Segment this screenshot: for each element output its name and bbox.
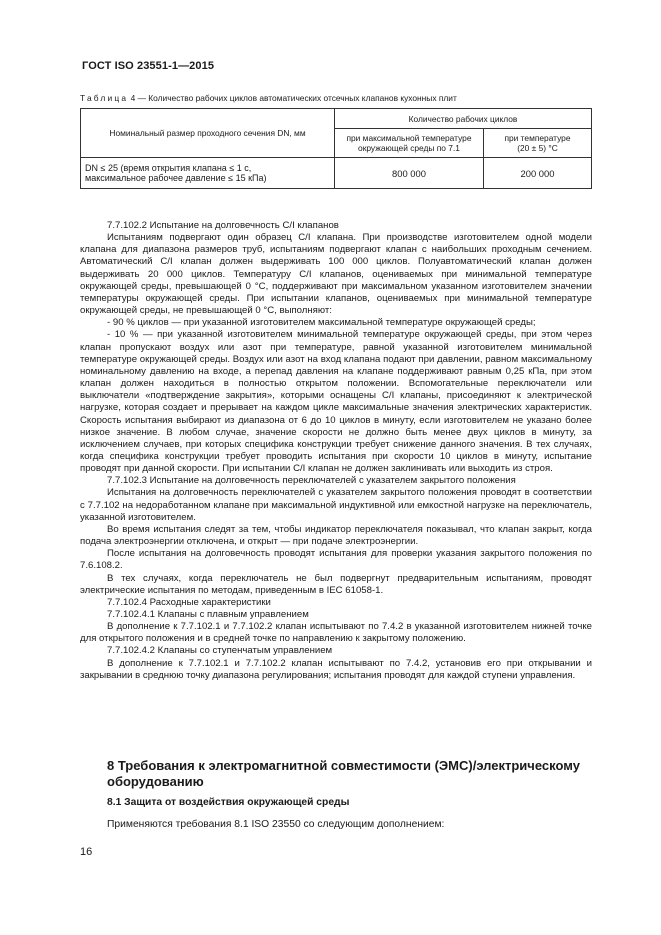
paragraph: В дополнение к 7.7.102.1 и 7.7.102.2 клапан испытывают по 7.4.2 в указанной изготовителем нижней точке для открытого положения и в средней точке по направлению к закрытому положению.: [80, 621, 592, 645]
header-max-temp: [335, 129, 484, 158]
page-number: 16: [80, 846, 93, 858]
list-item: - 10 % — при указанной изготовителем минимальной температуре окружающей среды, при этом через клапан пропускают воздух или азот при температуре, равной указанной изготовителем минимальной температуре окружающей среды. Воздух или азот на вход клапана подают при давлении, равном максимальному номинальному давлению на входе, а перепад давления на клапане поддерживают равным 0,25 кПа, при этом клапан должен находиться в полностью открытом положении. Вспомогательные переключатели или выключатели «подтверждение закрытия», которыми оснащены С/I клапаны, присоединяют к электрической нагрузке, которая создает и прерывает на каждом цикле максимальные значения электрических характеристик. Скорость испытания выбирают из диапазона от 6 до 10 циклов в минуту, если изготовителем не указано более низкое значение. В любом случае, значение скорости не должно быть менее двух циклов в минуту, за исключением случаев, при которых спецификa конструкции требует снижение данного значения. В тех случаях, когда специфика конструкции требует проводить испытания при скорости 10 циклов в минуту, испытание проводят при данной скорости. При испытании С/I клапан не должен заклинивать или выходить из строя.: [80, 329, 592, 475]
section-8-title: 8 Требования к электромагнитной совместимости (ЭМС)/электрическому оборудованию: [107, 758, 580, 789]
paragraph: После испытания на долговечность проводят испытания для проверки указания закрытого положения по 7.6.108.2.: [80, 548, 592, 572]
paragraph: 7.7.102.4 Расходные характеристики: [107, 596, 271, 608]
row-value-20-temp: 200 000: [484, 158, 592, 189]
header-nominal-size: Номинальный размер проходного сечения DN, мм: [81, 109, 335, 158]
section-8-1-text: Применяются требования 8.1 ISO 23550 со следующим дополнением:: [107, 819, 445, 830]
row-condition-line2: максимальное рабочее давление ≤ 15 кПа): [85, 173, 267, 183]
row-value-max-temp: 800 000: [335, 158, 484, 189]
standard-header: ГОСТ ISO 23551-1—2015: [82, 60, 215, 72]
paragraph: Испытаниям подвергают один образец С/I клапана. При производстве изготовителем одной модели клапана для диапазона размеров труб, испытаниям подвергают клапан с наибольших проходным сечением. Автоматический С/I клапан должен выдерживать 100 000 циклов. Полуавтоматический клапан должен выдерживать 20 000 циклов. Температуру С/I клапанов, оцениваемых при минимальной температуре окружающей среды, превышающей 0 °С, поддерживают при максимальном указанном изготовителем значении температуры окружающей среды. При испытании клапанов, оцениваемых при минимальной температуре окружающей среды, не превышающей 0 °С, выполняют:: [80, 232, 592, 317]
body-text: [80, 220, 592, 682]
header-20-temp: [484, 129, 592, 158]
table-caption-text: — Количество рабочих циклов автоматических отсечных клапанов кухонных плит: [137, 93, 457, 103]
section-8-1-title: 8.1 Защита от воздействия окружающей среды: [107, 797, 350, 808]
header-cycles: Количество рабочих циклов: [335, 109, 592, 129]
header-max-temp-line1: при максимальной температуре: [346, 133, 472, 143]
header-max-temp-line2: окружающей среды по 7.1: [358, 143, 460, 153]
paragraph: Во время испытания следят за тем, чтобы индикатор переключателя показывал, что клапан закрыт, когда подача электроэнергии отключена, и открыт — при подаче электроэнергии.: [80, 523, 592, 548]
table-caption-number: 4: [130, 93, 136, 103]
table-caption-label: Таблица: [80, 93, 129, 103]
paragraph: Испытания на долговечность переключателей с указателем закрытого положения проводят в соответствии с 7.7.102 на недоработанном клапане при максимальной индуктивной или емкостной нагрузке на переключатель, указанной изготовителем.: [80, 487, 592, 523]
cycles-table: [80, 108, 592, 189]
table-caption: [80, 93, 590, 103]
paragraph: 7.7.102.4.1 Клапаны с плавным управлением: [107, 609, 309, 620]
paragraph: В дополнение к 7.7.102.1 и 7.7.102.2 клапан испытывают по 7.4.2, установив его при открывании и закрывании в среднюю точку диапазона регулирования; испытания проводят для каждой ступени управления.: [80, 657, 592, 681]
paragraph: 7.7.102.4.2 Клапаны со ступенчатым управлением: [107, 645, 333, 657]
paragraph: 7.7.102.2 Испытание на долговечность С/I клапанов: [107, 220, 339, 231]
row-condition-line1: DN ≤ 25 (время открытия клапана ≤ 1 с,: [85, 163, 252, 173]
row-condition: [81, 158, 335, 189]
list-item: - 90 % циклов — при указанной изготовителем максимальной температуре окружающей среды;: [107, 317, 536, 329]
paragraph: В тех случаях, когда переключатель не был подвергнут предварительным испытаниям, проводят электрические испытания по методам, приведенным в IEC 61058-1.: [80, 572, 592, 596]
header-20-temp-line1: при температуре: [504, 133, 571, 143]
header-20-temp-line2: (20 ± 5) °C: [517, 143, 558, 153]
paragraph: 7.7.102.3 Испытание на долговечность переключателей с указателем закрытого положения: [107, 475, 516, 487]
table-row: [81, 158, 592, 189]
